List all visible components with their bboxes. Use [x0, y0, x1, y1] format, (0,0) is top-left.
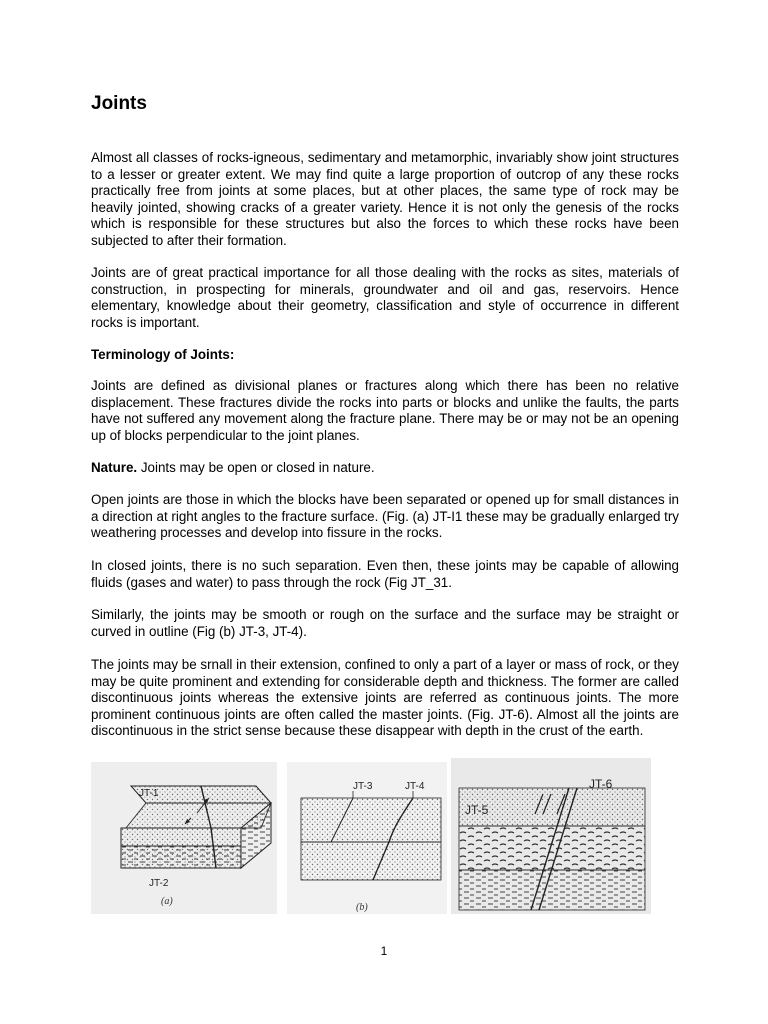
joint-types-figure [91, 758, 677, 918]
label-jt4: JT-4 [405, 781, 425, 792]
label-jt5: JT-5 [465, 803, 489, 817]
page-title: Joints [91, 93, 147, 114]
open-joints-paragraph: Open joints are those in which the blocks have been separated or opened up for small distances in a direction at right angles to the fracture surface. (Fig. (a) JT-I1 these may be gradually enlarged try weathering processes and develop into fissure in the rocks. [91, 492, 679, 541]
continuity-paragraph: The joints may be srnall in their extension, confined to only a part of a layer or mass of rock, or they may be quite prominent and extending for considerable depth and thickness. The former are called discontinuous joints whereas the extensive joints are referred as continuous joints. The more prominent continuous joints are often called the master joints. (Fig. JT-6). Almost all the joints are discontinuous in the strict sense because these disappear with depth in the crust of the earth. [91, 657, 679, 739]
caption-b: (b) [356, 902, 368, 913]
nature-text: Joints may be open or closed in nature. [137, 460, 375, 475]
importance-paragraph: Joints are of great practical importance for all those dealing with the rocks as sites, materials of construction, in prospecting for minerals, groundwater and oil and gas, reservoirs. Hence elementary, knowledge about their geometry, classification and style of occurrence in different rocks is important. [91, 265, 679, 330]
label-jt1: JT-1 [139, 788, 159, 799]
figure-c-strata [459, 777, 645, 910]
nature-label: Nature. [91, 460, 138, 475]
page-number: 1 [380, 944, 388, 958]
section-heading: Terminology of Joints: [91, 347, 235, 362]
smooth-rough-paragraph: Similarly, the joints may be smooth or rough on the surface and the surface may be straight or curved in outline (Fig (b) JT-3, JT-4). [91, 607, 679, 639]
definition-paragraph: Joints are defined as divisional planes or fractures along which there has been no relative displacement. These fractures divide the rocks into parts or blocks and unlike the faults, the parts have not suffered any movement along the fracture plane. There may be or may not be an opening up of blocks perpendicular to the joint planes. [91, 378, 679, 443]
label-jt6: JT-6 [589, 777, 613, 791]
caption-a: (a) [161, 896, 173, 907]
joint-diagram [91, 758, 677, 918]
label-jt2: JT-2 [149, 878, 169, 889]
nature-paragraph [91, 460, 679, 477]
intro-paragraph: Almost all classes of rocks-igneous, sedimentary and metamorphic, invariably show joint structures to a lesser or greater extent. We may find quite a large proportion of outcrop of any these rocks practically free from joints at some places, but at other places, the same type of rock may be heavily jointed, showing cracks of a greater variety. Hence it is not only the genesis of the rocks which is responsible for these structures but also the forces to which these rocks have been subjected to after their formation. [91, 150, 679, 248]
closed-joints-paragraph: In closed joints, there is no such separation. Even then, these joints may be capable of allowing fluids (gases and water) to pass through the rock (Fig JT_31. [91, 558, 679, 590]
label-jt3: JT-3 [353, 781, 373, 792]
